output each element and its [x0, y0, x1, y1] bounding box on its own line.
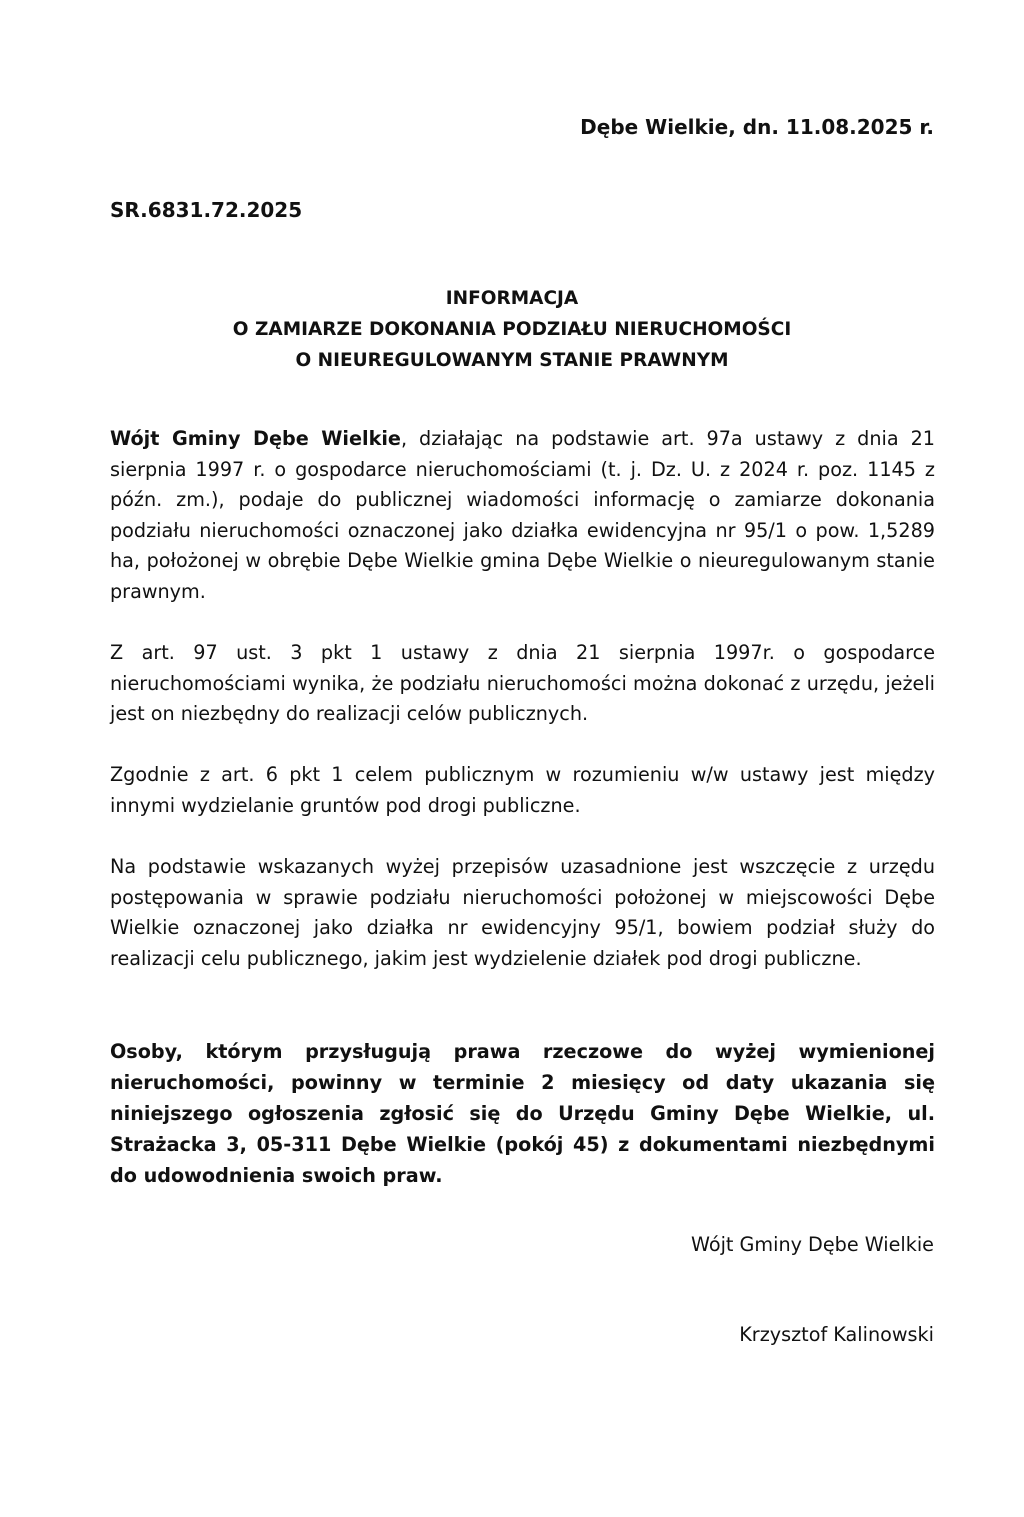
paragraph-notice-to-owners: Osoby, którym przysługują prawa rzeczowe do wyżej wymienionej nieruchomości, powinny w terminie 2 miesięcy od daty ukazania się niniejszego ogłoszenia zgłosić się do Urzędu Gminy Dębe Wielkie, ul. Strażacka 3, 05-311 Dębe Wielkie (pokój 45) z dokumentami niezbędnymi do udowodnienia swoich praw.: [110, 1040, 935, 1187]
paragraph-justification: Na podstawie wskazanych wyżej przepisów uzasadnione jest wszczęcie z urzędu postępowania w sprawie podziału nieruchomości położonej w miejscowości Dębe Wielkie oznaczonej jako działka nr ewidencyjny 95/1, bowiem podział służy do realizacji celu publicznego, jakim jest wydzielenie działek pod drogi publiczne.: [110, 855, 935, 970]
reference-number: SR.6831.72.2025: [110, 198, 303, 222]
paragraph-legal-basis-text: , działając na podstawie art. 97a ustawy z dnia 21 sierpnia 1997 r. o gospodarce nieruchomościami (t. j. Dz. U. z 2024 r. poz. 1145 z późn. zm.), podaje do publicznej wiadomości informację o zamiarze dokonania podziału nieruchomości oznaczonej jako działka ewidencyjna nr 95/1 o pow. 1,5289 ha, położonej w obrębie Dębe Wielkie gmina Dębe Wielkie o nieuregulowanym stanie prawnym.: [110, 427, 936, 603]
document-title: [0, 283, 1024, 376]
paragraph-bold-lead: Wójt Gminy Dębe Wielkie: [110, 427, 401, 450]
paragraph-legal-basis: [110, 424, 935, 607]
paragraph-article-6: Zgodnie z art. 6 pkt 1 celem publicznym w rozumieniu w/w ustawy jest między innymi wydzielanie gruntów pod drogi publiczne.: [110, 763, 935, 817]
date-line: Dębe Wielkie, dn. 11.08.2025 r.: [580, 115, 934, 139]
signature-name: Krzysztof Kalinowski: [739, 1323, 934, 1346]
title-line-1: INFORMACJA: [445, 288, 579, 309]
title-line-3: O NIEUREGULOWANYM STANIE PRAWNYM: [295, 350, 729, 371]
title-line-2: O ZAMIARZE DOKONANIA PODZIAŁU NIERUCHOMOŚCI: [232, 319, 792, 340]
paragraph-article-97: Z art. 97 ust. 3 pkt 1 ustawy z dnia 21 sierpnia 1997r. o gospodarce nieruchomościami wynika, że podziału nieruchomości można dokonać z urzędu, jeżeli jest on niezbędny do realizacji celów publicznych.: [110, 641, 935, 725]
signature-title: Wójt Gminy Dębe Wielkie: [691, 1233, 934, 1256]
